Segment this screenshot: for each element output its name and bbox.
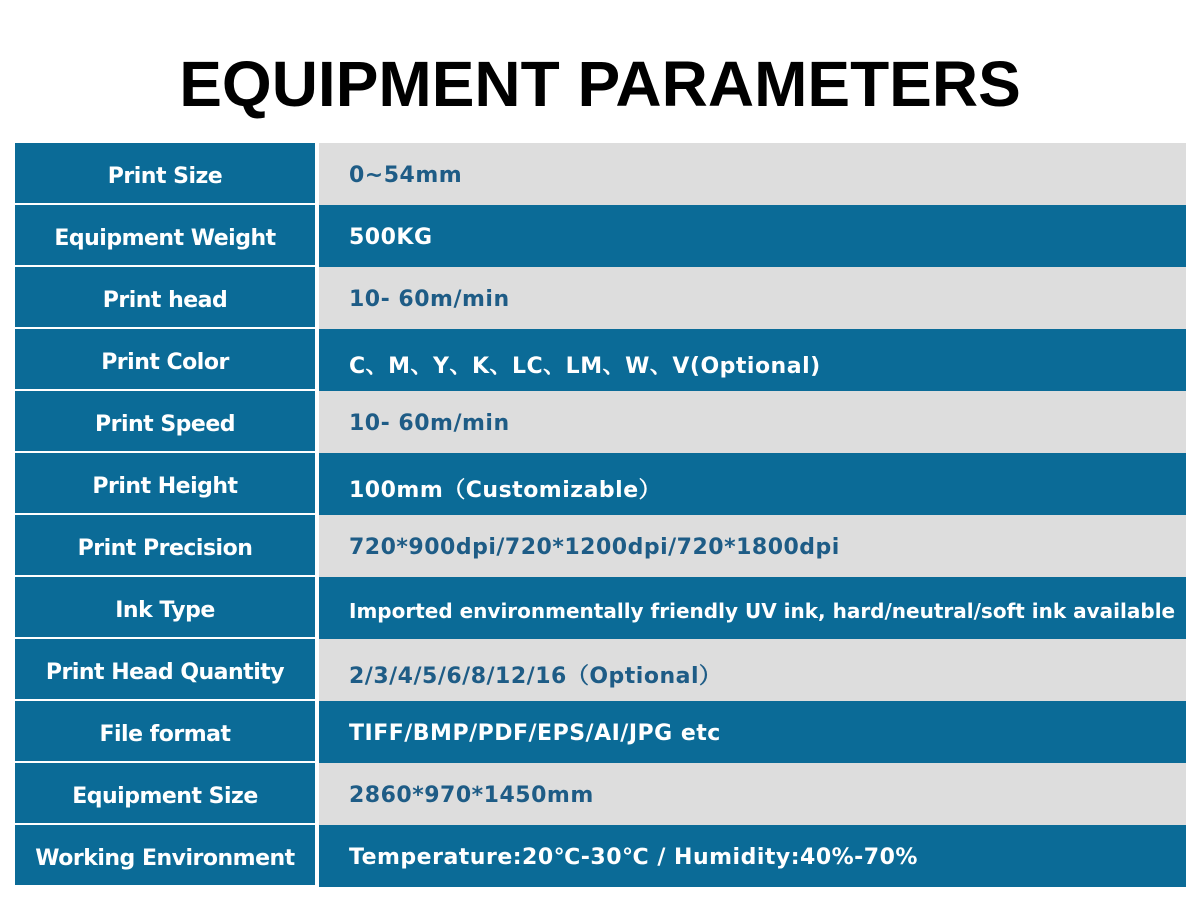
row-value: 0~54mm <box>319 143 1186 205</box>
row-value: Imported environmentally friendly UV ink, hard/neutral/soft ink available <box>319 577 1186 639</box>
row-value: 2/3/4/5/6/8/12/16（Optional） <box>319 639 1186 701</box>
table-row <box>15 577 1186 639</box>
row-label: Print Size <box>15 143 315 203</box>
table-row <box>15 329 1186 391</box>
row-label: File format <box>15 701 315 761</box>
table-row <box>15 763 1186 825</box>
table-row <box>15 701 1186 763</box>
page-title: EQUIPMENT PARAMETERS <box>179 48 1021 120</box>
row-label: Print head <box>15 267 315 327</box>
row-label: Ink Type <box>15 577 315 637</box>
table-row <box>15 515 1186 577</box>
spec-table <box>15 143 1186 887</box>
row-value: 10- 60m/min <box>319 391 1186 453</box>
row-label: Working Environment <box>15 825 315 885</box>
row-label: Print Head Quantity <box>15 639 315 699</box>
row-value: Temperature:20℃-30℃ / Humidity:40%-70% <box>319 825 1186 887</box>
row-label: Print Color <box>15 329 315 389</box>
table-row <box>15 453 1186 515</box>
row-value: 720*900dpi/720*1200dpi/720*1800dpi <box>319 515 1186 577</box>
row-value: 500KG <box>319 205 1186 267</box>
row-label: Print Speed <box>15 391 315 451</box>
row-value: C、M、Y、K、LC、LM、W、V(Optional) <box>319 329 1186 391</box>
row-label: Print Height <box>15 453 315 513</box>
table-row <box>15 205 1186 267</box>
table-row <box>15 143 1186 205</box>
table-row <box>15 267 1186 329</box>
row-label: Equipment Weight <box>15 205 315 265</box>
table-row <box>15 391 1186 453</box>
row-value: 100mm（Customizable） <box>319 453 1186 515</box>
row-value: 2860*970*1450mm <box>319 763 1186 825</box>
row-value: TIFF/BMP/PDF/EPS/AI/JPG etc <box>319 701 1186 763</box>
row-value: 10- 60m/min <box>319 267 1186 329</box>
row-label: Print Precision <box>15 515 315 575</box>
row-label: Equipment Size <box>15 763 315 823</box>
table-row <box>15 825 1186 887</box>
table-row <box>15 639 1186 701</box>
